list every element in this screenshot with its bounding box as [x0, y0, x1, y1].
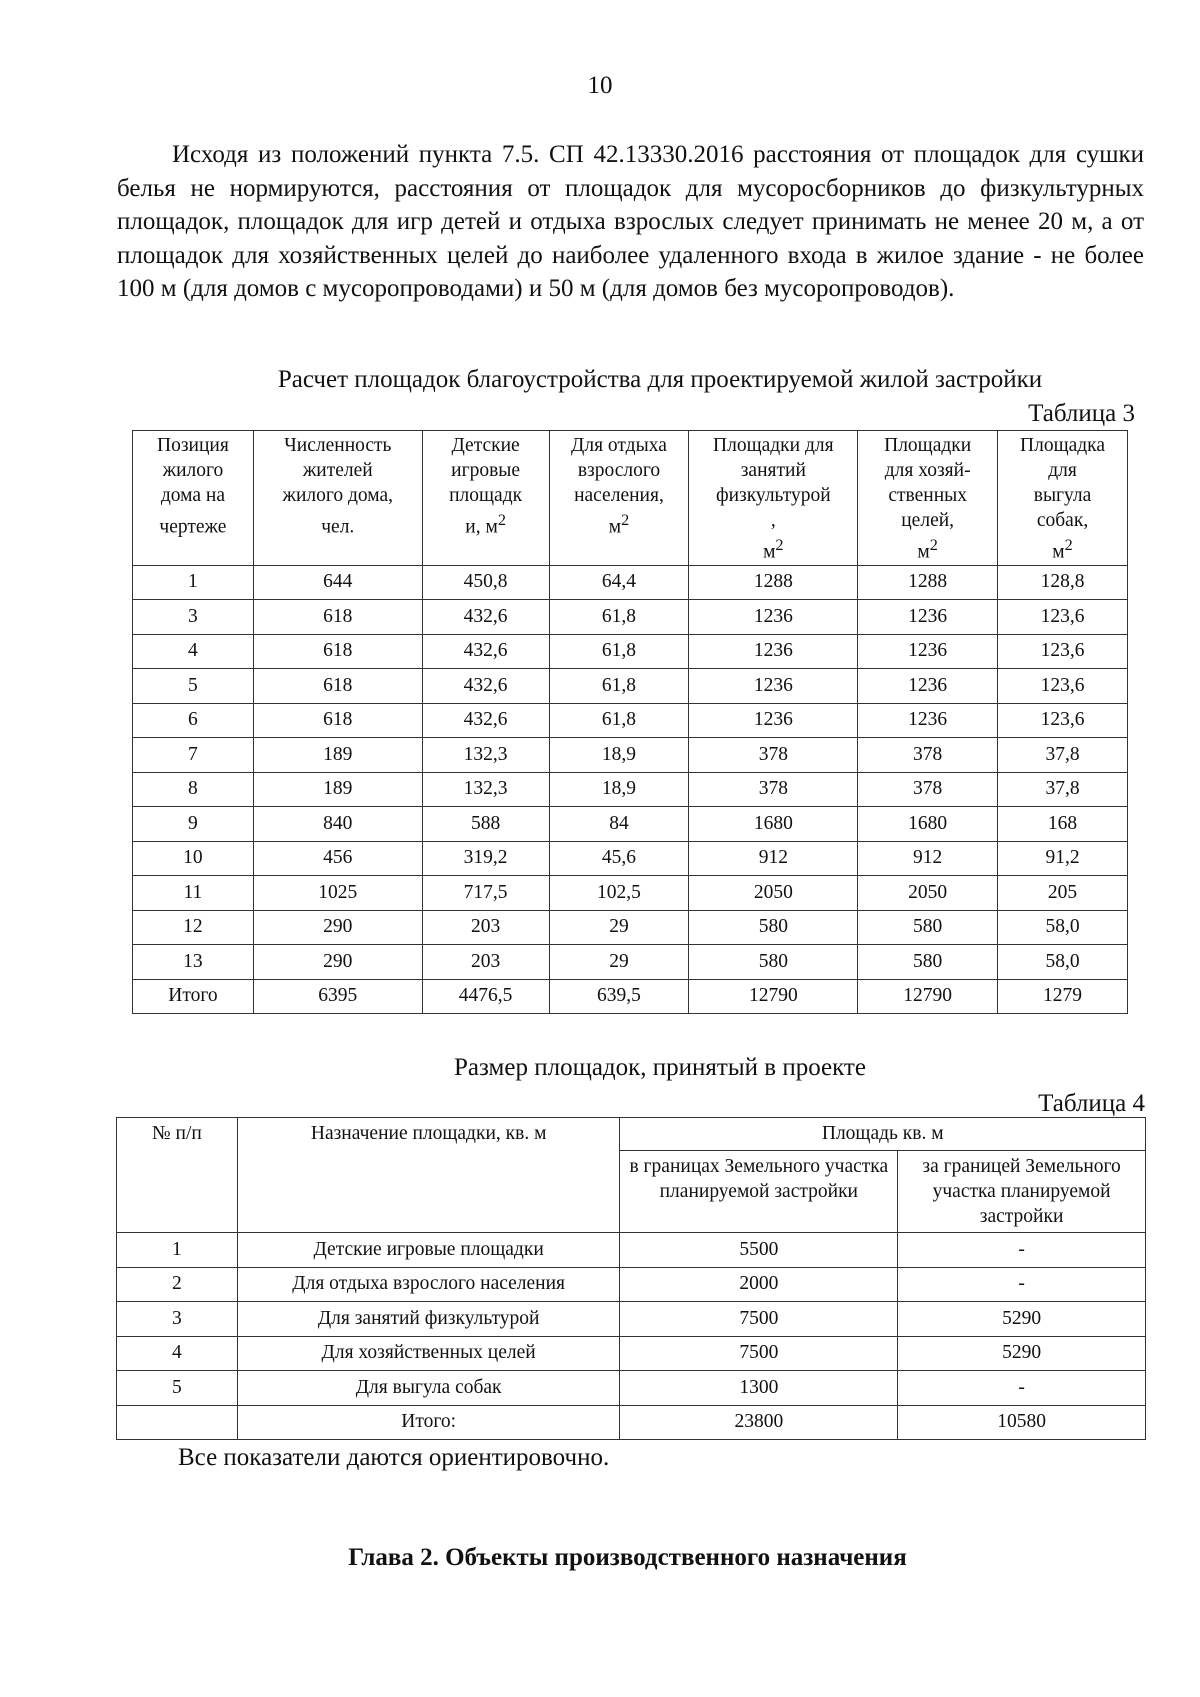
- table3-cell-sports: 912: [689, 841, 858, 876]
- table4-cell-num: 1: [117, 1233, 238, 1268]
- table3-cell-children-playgrounds: 432,6: [422, 669, 549, 704]
- table3-row: [133, 669, 1128, 704]
- table3-cell-sports: 580: [689, 910, 858, 945]
- table3-row: [133, 738, 1128, 773]
- table4-row: [117, 1233, 1146, 1268]
- table3-cell-household: 2050: [858, 876, 998, 911]
- table4-header-outside: за границей Земельного участка планируемой застройки: [898, 1151, 1146, 1233]
- table3-cell-sports: 12790: [689, 979, 858, 1014]
- table3-cell-dog-walking: 123,6: [998, 669, 1128, 704]
- table3-cell-position: 6: [133, 703, 254, 738]
- table4-cell-num: 2: [117, 1267, 238, 1302]
- table3-cell-children-playgrounds: 4476,5: [422, 979, 549, 1014]
- table3: [132, 430, 1128, 1014]
- table3-cell-dog-walking: 123,6: [998, 634, 1128, 669]
- table4-title: Размер площадок, принятый в проекте: [454, 1054, 866, 1081]
- table3-cell-position: 5: [133, 669, 254, 704]
- table3-cell-household: 378: [858, 738, 998, 773]
- table4-cell-num: 3: [117, 1302, 238, 1337]
- table3-cell-children-playgrounds: 132,3: [422, 738, 549, 773]
- table3-cell-adult-rest: 29: [549, 910, 689, 945]
- table3-cell-sports: 378: [689, 772, 858, 807]
- table3-cell-children-playgrounds: 203: [422, 910, 549, 945]
- table3-cell-children-playgrounds: 203: [422, 945, 549, 980]
- table4-cell-inside: 23800: [620, 1405, 898, 1440]
- table4-cell-outside: -: [898, 1233, 1146, 1268]
- table3-cell-adult-rest: 61,8: [549, 600, 689, 635]
- table4-cell-inside: 7500: [620, 1336, 898, 1371]
- table3-row: [133, 807, 1128, 842]
- table3-cell-residents: 618: [253, 600, 422, 635]
- table3-cell-adult-rest: 45,6: [549, 841, 689, 876]
- table3-label: Таблица 3: [1028, 400, 1135, 427]
- table3-cell-position: 11: [133, 876, 254, 911]
- table4-cell-purpose: Детские игровые площадки: [237, 1233, 620, 1268]
- table3-cell-household: 378: [858, 772, 998, 807]
- table3-cell-household: 1236: [858, 669, 998, 704]
- table3-header-household: Площадки для хозяй- ственных целей, $м^2$: [858, 431, 998, 566]
- table3-cell-adult-rest: 61,8: [549, 703, 689, 738]
- table3-cell-adult-rest: 64,4: [549, 565, 689, 600]
- table3-row: [133, 634, 1128, 669]
- table4-row: [117, 1302, 1146, 1337]
- table3-cell-children-playgrounds: 450,8: [422, 565, 549, 600]
- table3-cell-household: 580: [858, 910, 998, 945]
- table3-cell-position: 12: [133, 910, 254, 945]
- table4-cell-inside: 7500: [620, 1302, 898, 1337]
- table3-cell-residents: 1025: [253, 876, 422, 911]
- table3-header-dog-walking: Площадка для выгула собак, $м^2$: [998, 431, 1128, 566]
- table4-header-purpose: Назначение площадки, кв. м: [237, 1118, 620, 1233]
- table4: [116, 1117, 1146, 1440]
- table3-row: [133, 910, 1128, 945]
- table4-cell-outside: -: [898, 1267, 1146, 1302]
- table3-cell-position: 9: [133, 807, 254, 842]
- table3-cell-adult-rest: 639,5: [549, 979, 689, 1014]
- table3-cell-adult-rest: 84: [549, 807, 689, 842]
- table3-cell-adult-rest: 61,8: [549, 669, 689, 704]
- table3-cell-adult-rest: 18,9: [549, 772, 689, 807]
- table3-header-position: Позиция жилого дома на чертеже: [133, 431, 254, 566]
- table3-cell-residents: 618: [253, 703, 422, 738]
- table4-row: [117, 1336, 1146, 1371]
- table3-cell-household: 1288: [858, 565, 998, 600]
- table3-cell-dog-walking: 37,8: [998, 772, 1128, 807]
- table3-row: [133, 703, 1128, 738]
- table3-header-sports: Площадки для занятий физкультурой , $м^2$: [689, 431, 858, 566]
- table3-cell-position: 1: [133, 565, 254, 600]
- table3-cell-sports: 1236: [689, 634, 858, 669]
- intro-paragraph: Исходя из положений пункта 7.5. СП 42.13330.2016 расстояния от площадок для сушки белья не нормируются, расстояния от площадок для мусоросборников до физкультурных площадок, площадок для игр детей и отдыха взрослых следует принимать не менее 20 м, а от площадок для хозяйственных целей до наиболее удаленного входа в жилое здание - не более 100 м (для домов с мусоропроводами) и 50 м (для домов без мусоропроводов).: [117, 141, 1144, 302]
- table3-cell-residents: 189: [253, 738, 422, 773]
- table3-cell-sports: 1288: [689, 565, 858, 600]
- table3-cell-dog-walking: 123,6: [998, 600, 1128, 635]
- table3-row: [133, 772, 1128, 807]
- table3-cell-dog-walking: 37,8: [998, 738, 1128, 773]
- table3-cell-dog-walking: 168: [998, 807, 1128, 842]
- table4-cell-inside: 1300: [620, 1371, 898, 1406]
- table3-cell-adult-rest: 102,5: [549, 876, 689, 911]
- table3-cell-children-playgrounds: 717,5: [422, 876, 549, 911]
- table4-header-area: Площадь кв. м: [620, 1118, 1146, 1151]
- table3-cell-residents: 456: [253, 841, 422, 876]
- table3-cell-sports: 1236: [689, 669, 858, 704]
- table4-cell-purpose: Для отдыха взрослого населения: [237, 1267, 620, 1302]
- table4-header-num: № п/п: [117, 1118, 238, 1233]
- table3-header-children-playgrounds: Детские игровые площадк и, $м^2$: [422, 431, 549, 566]
- table4-row: [117, 1371, 1146, 1406]
- table3-cell-children-playgrounds: 588: [422, 807, 549, 842]
- table4-cell-num: 5: [117, 1371, 238, 1406]
- chapter-heading: Глава 2. Объекты производственного назначения: [348, 1544, 907, 1571]
- table3-header-row: [133, 431, 1128, 566]
- table3-cell-household: 912: [858, 841, 998, 876]
- table3-cell-children-playgrounds: 432,6: [422, 600, 549, 635]
- table3-cell-residents: 189: [253, 772, 422, 807]
- table3-cell-residents: 840: [253, 807, 422, 842]
- table3-cell-residents: 618: [253, 634, 422, 669]
- table4-cell-outside: 5290: [898, 1336, 1146, 1371]
- table3-cell-dog-walking: 1279: [998, 979, 1128, 1014]
- table4-cell-outside: 10580: [898, 1405, 1146, 1440]
- table3-cell-dog-walking: 205: [998, 876, 1128, 911]
- note-text: Все показатели даются ориентировочно.: [178, 1444, 610, 1471]
- table3-cell-dog-walking: 128,8: [998, 565, 1128, 600]
- table3-cell-adult-rest: 29: [549, 945, 689, 980]
- table4-cell-num: [117, 1405, 238, 1440]
- table3-cell-household: 1236: [858, 634, 998, 669]
- table3-cell-dog-walking: 91,2: [998, 841, 1128, 876]
- table3-cell-household: 1680: [858, 807, 998, 842]
- table3-cell-dog-walking: 123,6: [998, 703, 1128, 738]
- table3-row: [133, 600, 1128, 635]
- table3-cell-residents: 290: [253, 945, 422, 980]
- table3-cell-household: 1236: [858, 600, 998, 635]
- table4-cell-purpose: Для занятий физкультурой: [237, 1302, 620, 1337]
- table3-cell-sports: 1680: [689, 807, 858, 842]
- table3-cell-children-playgrounds: 432,6: [422, 703, 549, 738]
- table4-cell-inside: 5500: [620, 1233, 898, 1268]
- table4-cell-outside: -: [898, 1371, 1146, 1406]
- table4-cell-num: 4: [117, 1336, 238, 1371]
- table3-row: [133, 876, 1128, 911]
- table3-cell-adult-rest: 61,8: [549, 634, 689, 669]
- table3-cell-sports: 1236: [689, 703, 858, 738]
- table3-row: [133, 945, 1128, 980]
- table4-cell-outside: 5290: [898, 1302, 1146, 1337]
- table3-row: [133, 979, 1128, 1014]
- table4-cell-purpose: Итого:: [237, 1405, 620, 1440]
- table3-cell-sports: 2050: [689, 876, 858, 911]
- table3-cell-residents: 290: [253, 910, 422, 945]
- table3-cell-position: 8: [133, 772, 254, 807]
- table3-cell-household: 1236: [858, 703, 998, 738]
- table3-cell-sports: 1236: [689, 600, 858, 635]
- table3-row: [133, 565, 1128, 600]
- table4-cell-purpose: Для выгула собак: [237, 1371, 620, 1406]
- table3-cell-household: 12790: [858, 979, 998, 1014]
- table3-cell-residents: 618: [253, 669, 422, 704]
- table3-header-adult-rest: Для отдыха взрослого населения, $м^2$: [549, 431, 689, 566]
- table3-header-residents: Численность жителей жилого дома, чел.: [253, 431, 422, 566]
- table3-cell-residents: 6395: [253, 979, 422, 1014]
- table3-cell-adult-rest: 18,9: [549, 738, 689, 773]
- table4-row: [117, 1405, 1146, 1440]
- table3-cell-household: 580: [858, 945, 998, 980]
- table3-cell-position: 10: [133, 841, 254, 876]
- table3-cell-dog-walking: 58,0: [998, 910, 1128, 945]
- table4-header-row: [117, 1118, 1146, 1151]
- table3-cell-sports: 580: [689, 945, 858, 980]
- table3-cell-position: 3: [133, 600, 254, 635]
- table3-cell-residents: 644: [253, 565, 422, 600]
- table4-header-inside: в границах Земельного участка планируемой застройки: [620, 1151, 898, 1233]
- table4-cell-purpose: Для хозяйственных целей: [237, 1336, 620, 1371]
- table4-cell-inside: 2000: [620, 1267, 898, 1302]
- table3-cell-children-playgrounds: 432,6: [422, 634, 549, 669]
- page-number: 10: [587, 72, 613, 99]
- table3-cell-position: 13: [133, 945, 254, 980]
- table3-cell-sports: 378: [689, 738, 858, 773]
- table3-cell-position: Итого: [133, 979, 254, 1014]
- table3-row: [133, 841, 1128, 876]
- table3-cell-position: 4: [133, 634, 254, 669]
- table3-cell-position: 7: [133, 738, 254, 773]
- table4-label: Таблица 4: [1038, 1090, 1145, 1117]
- table3-cell-children-playgrounds: 132,3: [422, 772, 549, 807]
- table4-row: [117, 1267, 1146, 1302]
- table3-cell-dog-walking: 58,0: [998, 945, 1128, 980]
- table3-cell-children-playgrounds: 319,2: [422, 841, 549, 876]
- table3-title: Расчет площадок благоустройства для проектируемой жилой застройки: [277, 366, 1043, 393]
